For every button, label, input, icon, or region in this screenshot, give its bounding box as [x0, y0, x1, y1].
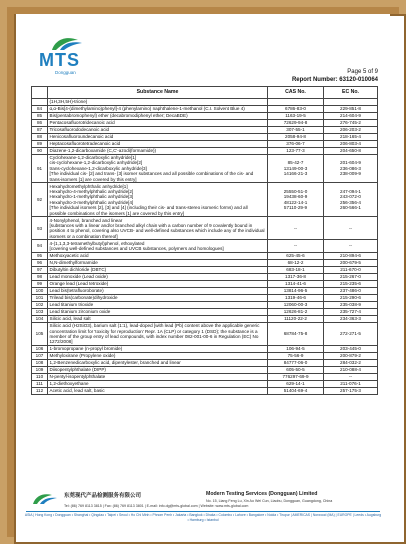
cas-number: 51404-69-4 — [268, 388, 324, 395]
table-row — [32, 266, 378, 273]
substance-name: Tricosafluorododecanoic acid — [48, 126, 268, 133]
ec-number: 272-271-5 — [324, 322, 378, 345]
substance-name: Diisopentylphthalate (DIPP) — [48, 367, 268, 374]
ec-number: 235-727-4 — [324, 308, 378, 315]
table-row — [32, 133, 378, 140]
row-number: 99 — [32, 280, 48, 287]
table-row — [32, 280, 378, 287]
table-row — [32, 388, 378, 395]
mts-logo — [38, 36, 98, 82]
ec-number: 218-165-4 — [324, 133, 378, 140]
substance-name: 1,2-Benzenedicarboxylic acid, dipentylester, branched and linear — [48, 360, 268, 367]
cas-number: 629-14-1 — [268, 381, 324, 388]
cas-number: 13814-96-5 — [268, 287, 324, 294]
page-info — [292, 68, 378, 84]
ec-number: 201-604-9 236-086-3 238-009-9 — [324, 154, 378, 183]
table-row — [32, 294, 378, 301]
ec-number: 211-076-1 — [324, 381, 378, 388]
ec-number: 204-650-8 — [324, 147, 378, 154]
row-number: 98 — [32, 273, 48, 280]
cas-number — [268, 98, 324, 105]
table-row — [32, 353, 378, 360]
cas-number: 1319-46-6 — [268, 294, 324, 301]
cas-number: -- — [268, 240, 324, 252]
row-number: 101 — [32, 294, 48, 301]
row-number: 112 — [32, 388, 48, 395]
ec-number: 276-745-2 — [324, 119, 378, 126]
substance-name: 4-Nonylphenol, branched and linear [substances with a linear and/or branched alkyl chain with a carbon number of 9 covalently bound in position 4 to phenol, covering also UVCB- and well-defined substances which include any of the individual isomers or a combination thereof] — [48, 217, 268, 240]
footer-company-cn: 东莞现代产品检测服务有限公司 — [64, 493, 142, 499]
row-number: 85 — [32, 112, 48, 119]
substance-name: Methyloxirane (Propylene oxide) — [48, 353, 268, 360]
row-number: 88 — [32, 133, 48, 140]
substance-name: Henicosafluoroundecanoic acid — [48, 133, 268, 140]
row-number: 90 — [32, 147, 48, 154]
page-number: Page 5 of 9 — [347, 69, 378, 75]
header-no — [32, 87, 48, 99]
row-number: 97 — [32, 266, 48, 273]
substance-name: 1-bromopropane (n-propyl bromide) — [48, 346, 268, 353]
substance-name: Methoxyacetic acid — [48, 252, 268, 259]
table-row — [32, 105, 378, 112]
substance-name: N,N-dimethylformamide — [48, 259, 268, 266]
substance-name: Dibutyltin dichloride (DBTC) — [48, 266, 268, 273]
table-row — [32, 315, 378, 322]
substance-table — [31, 86, 378, 395]
cas-number: 68784-75-8 — [268, 322, 324, 345]
substance-name: Silicic acid (H2SiO3), barium salt (1:1), lead-doped [with lead (Pb) content above the applicable generic concentration limit for 'toxicity for reproduction' Repr. 1A (CLP) or category 1 (DSD); the substance is a member of the group entry of lead compounds, with index number 082-001-00-6 in Regulation (EC) No 1272/2008] — [48, 322, 268, 345]
logo-sub: Dongguan — [55, 70, 76, 75]
row-number: 92 — [32, 183, 48, 217]
table-row — [32, 346, 378, 353]
substance-name: Trilead bis(carbonate)dihydroxide — [48, 294, 268, 301]
ec-number: 203-445-0 — [324, 346, 378, 353]
row-number: 109 — [32, 367, 48, 374]
cas-number: 605-50-5 — [268, 367, 324, 374]
footer-contact: Tel: (86) 769 8113 3815 | Fax: (86) 769 8113 3801 | E-mail: info.dg@mts-global.com | Website: www.mts-global.com — [64, 504, 249, 508]
cas-number: 1317-36-8 — [268, 273, 324, 280]
header-cas-no: CAS No. — [268, 87, 324, 99]
row-number: 89 — [32, 140, 48, 147]
cas-number: 25550-51-0 19438-60-9 48122-14-1 57110-29-9 — [268, 183, 324, 217]
ec-number: -- — [324, 217, 378, 240]
report-number: Report Number: 63120-010064 — [291, 77, 378, 83]
footer-network: ASIA | Hong Kong • Dongguan • Shanghai • Qingdao • Taipei • Seoul • Ho Chi Minh • Phnom Penh • Jakarta • Bangkok • Dhaka • Colombo • Lahore • Bangalore • Noida • Tirupur | AMERICAS | Norwood (MA) | EUROPE | Leeds • Augsburg • Hamburg • Istanbul — [24, 513, 382, 522]
footer-company-en: Modern Testing Services (Dongguan) Limited — [206, 491, 318, 497]
cas-number: 6786-83-0 — [268, 105, 324, 112]
row-number: 87 — [32, 126, 48, 133]
substance-name: Bis(pentabromophenyl) ether (decabromodiphenyl ether; DecaBDE) — [48, 112, 268, 119]
substance-name: Silicic acid, lead salt — [48, 315, 268, 322]
table-row — [32, 322, 378, 345]
row-number: 93 — [32, 217, 48, 240]
table-row — [32, 154, 378, 183]
ec-number — [324, 98, 378, 105]
table-row — [32, 360, 378, 367]
ec-number: 215-267-0 — [324, 273, 378, 280]
cas-number: 72629-94-8 — [268, 119, 324, 126]
substance-name: N-pentyl-isopentylphthalate — [48, 374, 268, 381]
ec-number: 211-670-0 — [324, 266, 378, 273]
cas-number: 106-94-5 — [268, 346, 324, 353]
substance-name: Heptacosafluorotetradecanoic acid — [48, 140, 268, 147]
substance-name: 4-(1,1,3,3-tetramethylbutyl)phenol, ethoxylated [covering well-defined substances and UVCB substances, polymers and homologues] — [48, 240, 268, 252]
ec-number: 229-851-8 — [324, 105, 378, 112]
header-substance-name: Substance Name — [48, 87, 268, 99]
substance-name: Orange lead (Lead tetroxide) — [48, 280, 268, 287]
cas-number: 11120-22-2 — [268, 315, 324, 322]
table-row — [32, 217, 378, 240]
row-number: 105 — [32, 322, 48, 345]
cas-number: 12626-81-2 — [268, 308, 324, 315]
cas-number: 1163-19-5 — [268, 112, 324, 119]
cas-number: 12060-00-3 — [268, 301, 324, 308]
table-row — [32, 126, 378, 133]
cas-number: -- — [268, 217, 324, 240]
substance-name: Hexahydromethylphthalic anhydride[1] Hexahydro-4-methylphthalic anhydride[2] Hexahydro-1-methylphthalic anhydride[3] Hexahydro-3-methylphthalic anhydride[4] [The individual isomers [2], [3] and [4] (including their cis- and trans-stereo isomeric forms) and all possible combinations of the isomers [1] are covered by this entry] — [48, 183, 268, 217]
table-row — [32, 374, 378, 381]
footer-divider — [26, 511, 380, 512]
substance-name: Acetic acid, lead salt, basic — [48, 388, 268, 395]
substance-name: Pentacosafluorotridecanoic acid — [48, 119, 268, 126]
substance-name: Cyclohexane-1,2-dicarboxylic anhydride[1] cis-cyclohexane-1,2-dicarboxylic anhydride[2] trans-cyclohexane-1,2-dicarboxylic anhydride[3] [The individual cis- [2] and trans- [3] isomer substances and all possible combinations of the cis- and trans-isomers [1] are covered by this entry] — [48, 154, 268, 183]
cas-number: 307-55-1 — [268, 126, 324, 133]
cas-number: 2058-94-8 — [268, 133, 324, 140]
header-ec-no: EC No. — [324, 87, 378, 99]
footer — [16, 490, 390, 530]
table-header-row — [32, 87, 378, 99]
cas-number: 683-18-1 — [268, 266, 324, 273]
ec-number: 206-803-4 — [324, 140, 378, 147]
table-row — [32, 98, 378, 105]
substance-name: Diazene-1,2-dicarboxamide (C,C'-azodi(formamide)) — [48, 147, 268, 154]
cas-number: 1314-41-6 — [268, 280, 324, 287]
table-row — [32, 147, 378, 154]
table-row — [32, 367, 378, 374]
row-number: 95 — [32, 252, 48, 259]
table-row — [32, 183, 378, 217]
ec-number: 257-175-3 — [324, 388, 378, 395]
row-number — [32, 98, 48, 105]
ec-number: -- — [324, 240, 378, 252]
footer-address: No. 15, Liang Feng Lu, Xin Ao Wei Cun, Liaobu, Dongguan, Guangdong, China — [206, 499, 333, 503]
ec-number: 210-894-6 — [324, 252, 378, 259]
substance-name: Lead titanium trioxide — [48, 301, 268, 308]
ec-number: 210-088-4 — [324, 367, 378, 374]
table-row — [32, 119, 378, 126]
cas-number: 376-06-7 — [268, 140, 324, 147]
cas-number: 85-42-7 13149-00-3 14166-21-3 — [268, 154, 324, 183]
ec-number: 215-235-6 — [324, 280, 378, 287]
row-number: 106 — [32, 346, 48, 353]
substance-name: (1H,3H,5H)-trione) — [48, 98, 268, 105]
footer-logo-icon — [30, 491, 60, 507]
row-number: 94 — [32, 240, 48, 252]
substance-name: 1,2-diethoxyethane — [48, 381, 268, 388]
table-row — [32, 381, 378, 388]
row-number: 107 — [32, 353, 48, 360]
table-row — [32, 308, 378, 315]
logo-name: MTS — [39, 50, 80, 70]
table-row — [32, 112, 378, 119]
cas-number: 123-77-3 — [268, 147, 324, 154]
ec-number: 215-290-6 — [324, 294, 378, 301]
substance-name: Lead titanium zirconium oxide — [48, 308, 268, 315]
cas-number: 776297-69-9 — [268, 374, 324, 381]
substance-name: Lead monoxide (Lead oxide) — [48, 273, 268, 280]
row-number: 103 — [32, 308, 48, 315]
table-row — [32, 301, 378, 308]
ec-number: 237-486-0 — [324, 287, 378, 294]
table-row — [32, 240, 378, 252]
row-number: 100 — [32, 287, 48, 294]
row-number: 84 — [32, 105, 48, 112]
row-number: 96 — [32, 259, 48, 266]
ec-number: 206-203-2 — [324, 126, 378, 133]
table-body — [32, 98, 378, 395]
ec-number: 200-679-5 — [324, 259, 378, 266]
ec-number: 247-094-1 243-072-0 256-356-4 260-566-1 — [324, 183, 378, 217]
ec-number: 234-363-3 — [324, 315, 378, 322]
report-page — [16, 14, 390, 530]
row-number: 108 — [32, 360, 48, 367]
substance-name: α,α-Bis[4-(dimethylamino)phenyl]-4 (phenylamino) naphthalene-1-methanol (C.I. Solvent Blue 4) — [48, 105, 268, 112]
ec-number: 235-038-9 — [324, 301, 378, 308]
cas-number: 625-45-6 — [268, 252, 324, 259]
table-row — [32, 140, 378, 147]
ec-number: 284-032-2 — [324, 360, 378, 367]
cas-number: 68-12-2 — [268, 259, 324, 266]
row-number: 102 — [32, 301, 48, 308]
table-row — [32, 273, 378, 280]
cas-number: 75-56-9 — [268, 353, 324, 360]
ec-number: 214-604-9 — [324, 112, 378, 119]
table-row — [32, 252, 378, 259]
row-number: 104 — [32, 315, 48, 322]
row-number: 111 — [32, 381, 48, 388]
row-number: 91 — [32, 154, 48, 183]
row-number: 86 — [32, 119, 48, 126]
ec-number: 200-879-2 — [324, 353, 378, 360]
table-row — [32, 287, 378, 294]
ec-number: -- — [324, 374, 378, 381]
substance-name: Lead bis(tetrafluoroborate) — [48, 287, 268, 294]
table-row — [32, 259, 378, 266]
row-number: 110 — [32, 374, 48, 381]
cas-number: 84777-06-0 — [268, 360, 324, 367]
